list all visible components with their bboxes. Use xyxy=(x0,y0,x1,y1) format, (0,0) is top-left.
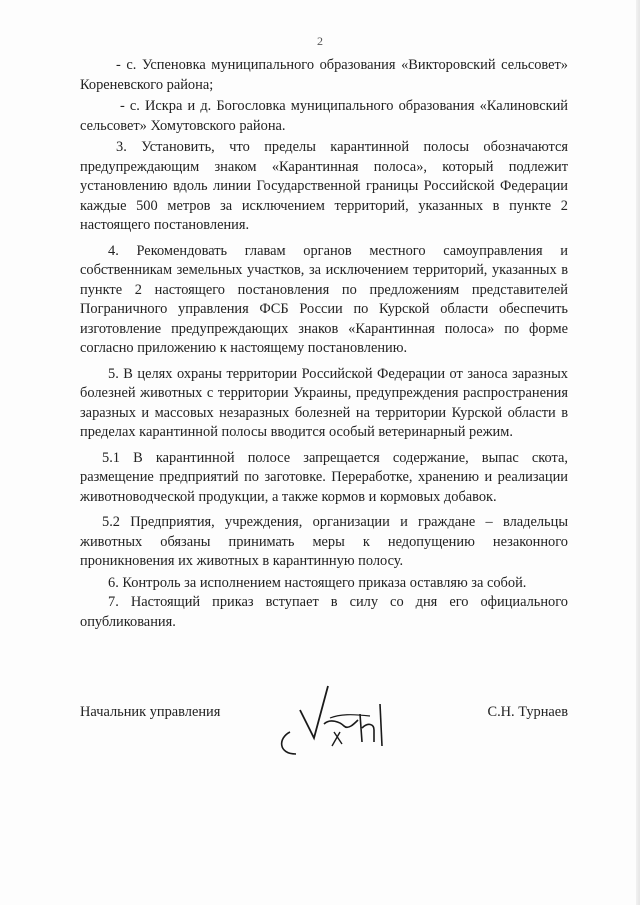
paragraph-5-1: 5.1 В карантинной полосе запрещается содержание, выпас скота, размещение предприятий по заготовке. Переработке, хранению и реализации животноводческой продукции, а также кормов и кормовых добавок. xyxy=(80,449,568,505)
signer-title: Начальник управления xyxy=(80,704,221,720)
signer-name: С.Н. Турнаев xyxy=(487,704,568,720)
paragraph-3: 3. Установить, что пределы карантинной полосы обозначаются предупреждающим знаком «Карантинная полоса», который подлежит установлению вдоль линии Государственной границы Российской Федерации каждые 500 метров за исключением территорий, указанных в пункте 2 настоящего постановления. xyxy=(80,139,568,233)
scan-edge xyxy=(636,0,640,905)
page-number: 2 xyxy=(317,34,323,48)
paragraph-5-2: 5.2 Предприятия, учреждения, организации и граждане – владельцы животных обязаны принимать меры к недопущению незаконного проникновения их животных в карантинную полосу. xyxy=(80,514,568,569)
paragraph-5: 5. В целях охраны территории Российской Федерации от заноса заразных болезней животных с территории Украины, предупреждения распространения заразных и массовых незаразных болезней на территории Курской области в пределах карантинной полосы вводится особый ветеринарный режим. xyxy=(80,365,568,440)
document-body xyxy=(80,56,568,632)
paragraph-item-uspenovka: - с. Успеновка муниципального образования «Викторовский сельсовет» Кореневского района; xyxy=(80,57,568,93)
paragraph-item-iskra: - с. Искра и д. Богословка муниципального образования «Калиновский сельсовет» Хомутовского района. xyxy=(80,98,568,134)
paragraph-4: 4. Рекомендовать главам органов местного самоуправления и собственникам земельных участков, за исключением территорий, указанных в пункте 2 настоящего постановления по предложениям представителей Пограничного управления ФСБ России по Курской области обеспечить изготовление предупреждающих знаков «Карантинная полоса» по форме согласно приложению к настоящему постановлению. xyxy=(80,242,568,356)
handwritten-signature xyxy=(270,680,410,760)
signature-block xyxy=(80,680,568,760)
paragraph-6: 6. Контроль за исполнением настоящего приказа оставляю за собой. xyxy=(108,574,527,591)
paragraph-7: 7. Настоящий приказ вступает в силу со дня его официального опубликования. xyxy=(80,594,568,630)
